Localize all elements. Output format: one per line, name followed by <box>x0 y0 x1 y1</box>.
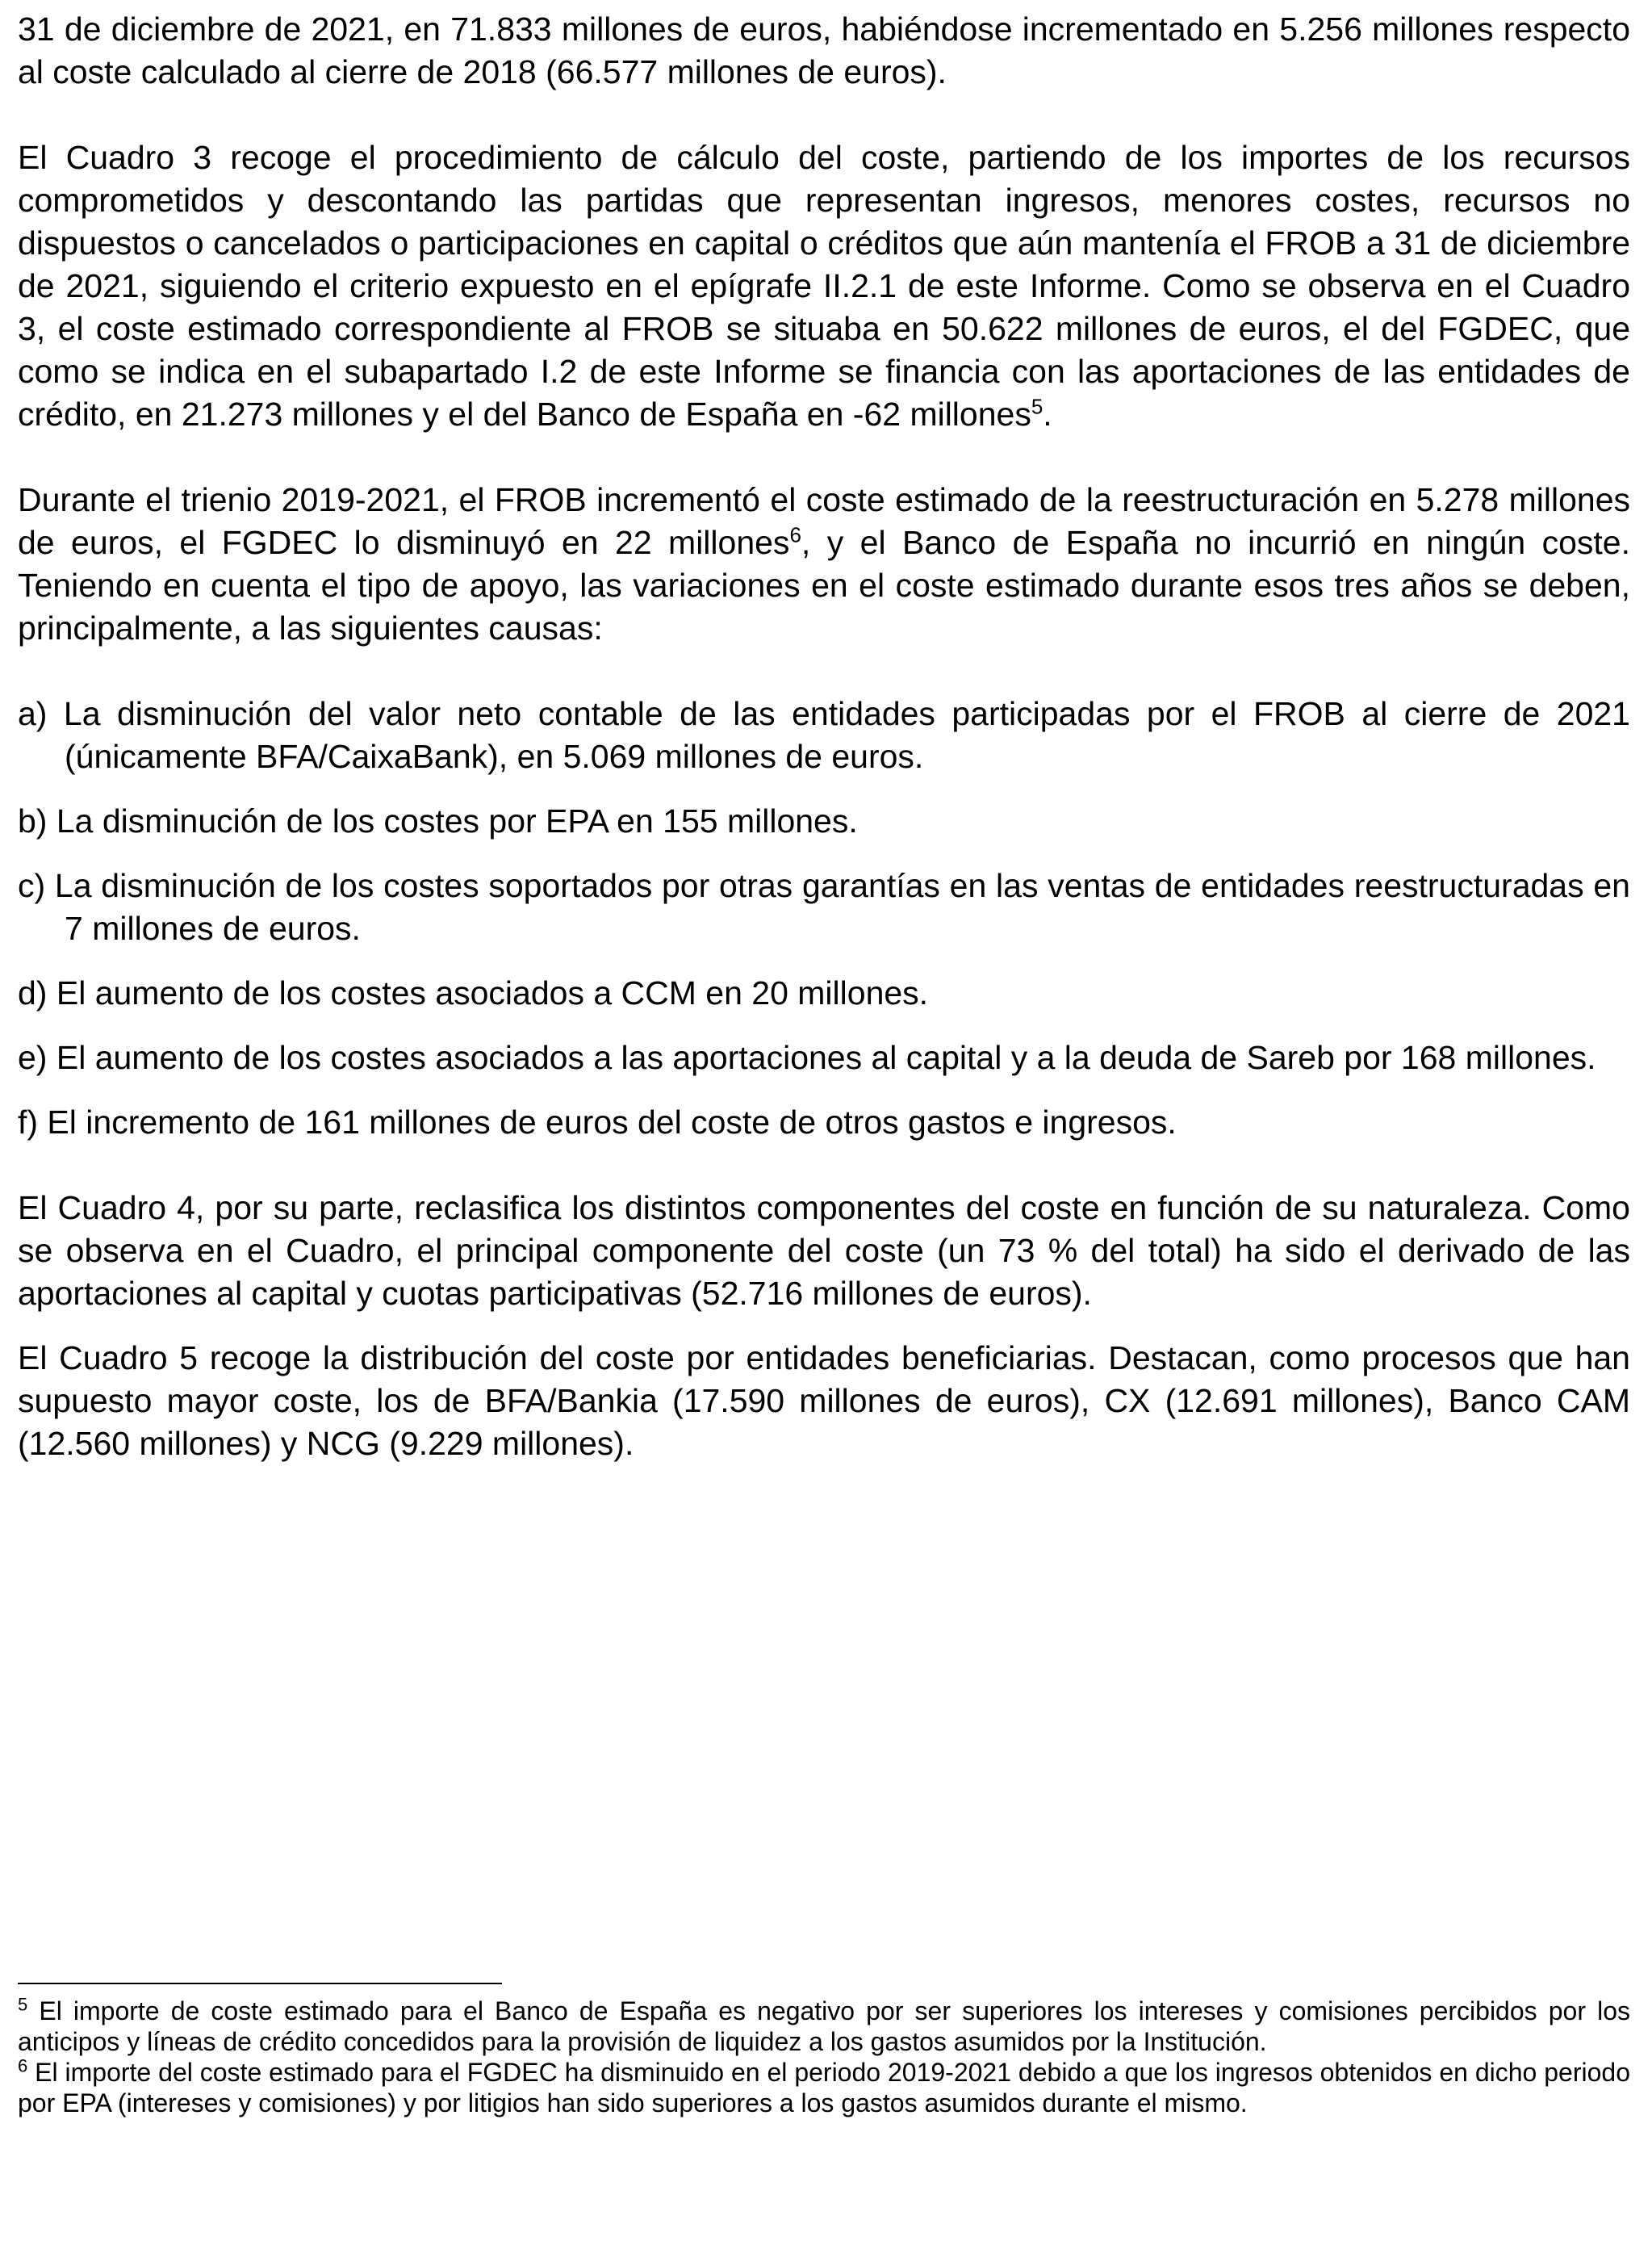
list-item: b) La disminución de los costes por EPA en 155 millones. <box>18 802 858 840</box>
footnote-ref-6[interactable]: 6 <box>789 522 801 547</box>
footnote-separator <box>18 1983 502 1984</box>
paragraph-trienio-text-a: Durante el trienio 2019-2021, el FROB incrementó el coste estimado de la reestructuración en 5.278 millones de euros, el FGDEC lo disminuyó en 22 millones <box>18 481 1630 561</box>
causes-list <box>18 693 1630 1144</box>
footnote-6-number: 6 <box>18 2055 28 2076</box>
list-item: d) El aumento de los costes asociados a CCM en 20 millones. <box>18 974 929 1012</box>
list-item: e) El aumento de los costes asociados a las aportaciones al capital y a la deuda de Sareb por 168 millones. <box>18 1039 1596 1076</box>
paragraph-cuadro-3-text: El Cuadro 3 recoge el procedimiento de cálculo del coste, partiendo de los importes de los recursos comprometidos y descontando las partidas que representan ingresos, menores costes, recursos no dispuestos o cancelados o participaciones en capital o créditos que aún mantenía el FROB a 31 de diciembre de 2021, siguiendo el criterio expuesto en el epígrafe II.2.1 de este Informe. Como se observa en el Cuadro 3, el coste estimado correspondiente al FROB se situaba en 50.622 millones de euros, el del FGDEC, que como se indica en el subapartado I.2 de este Informe se financia con las aportaciones de las entidades de crédito, en 21.273 millones y el del Banco de España en -62 millones <box>18 139 1630 433</box>
footnote-5-text: El importe de coste estimado para el Banco de España es negativo por ser superiores los intereses y comisiones percibidos por los anticipos y líneas de crédito concedidos para la provisión de liquidez a los gastos asumidos por la Institución. <box>18 1996 1630 2056</box>
paragraph-cuadro-4: El Cuadro 4, por su parte, reclasifica los distintos componentes del coste en función de su naturaleza. Como se observa en el Cuadro, el principal componente del coste (un 73 % del total) ha sido el derivado de las aportaciones al capital y cuotas participativas (52.716 millones de euros). <box>18 1189 1630 1312</box>
paragraph-cuadro-3 <box>18 136 1630 436</box>
footnote-ref-5[interactable]: 5 <box>1031 394 1043 419</box>
document-body <box>18 8 1630 1465</box>
paragraph-coste-total: 31 de diciembre de 2021, en 71.833 millones de euros, habiéndose incrementado en 5.256 millones respecto al coste calculado al cierre de 2018 (66.577 millones de euros). <box>18 10 1630 90</box>
paragraph-cuadro-3-end: . <box>1043 396 1052 433</box>
list-item: c) La disminución de los costes soportados por otras garantías en las ventas de entidades reestructuradas en 7 millones de euros. <box>18 867 1630 947</box>
paragraph-trienio <box>18 479 1630 650</box>
footnote-5 <box>18 1996 1630 2057</box>
paragraph-cuadro-5: El Cuadro 5 recoge la distribución del coste por entidades beneficiarias. Destacan, como procesos que han supuesto mayor coste, los de BFA/Bankia (17.590 millones de euros), CX (12.691 millones), Banco CAM (12.560 millones) y NCG (9.229 millones). <box>18 1339 1630 1462</box>
list-item: f) El incremento de 161 millones de euros del coste de otros gastos e ingresos. <box>18 1104 1177 1141</box>
footnote-6-text: El importe del coste estimado para el FGDEC ha disminuido en el periodo 2019-2021 debido a que los ingresos obtenidos en dicho periodo por EPA (intereses y comisiones) y por litigios han sido superiores a los gastos asumidos durante el mismo. <box>18 2058 1630 2117</box>
footnote-6 <box>18 2057 1630 2118</box>
footnotes <box>18 1983 1630 2118</box>
footnote-5-number: 5 <box>18 1994 28 2015</box>
paragraph-trienio-text-b: , y el Banco de España no incurrió en ningún coste. Teniendo en cuenta el tipo de apoyo, las variaciones en el coste estimado durante esos tres años se deben, principalmente, a las siguientes causas: <box>18 524 1630 647</box>
list-item: a) La disminución del valor neto contable de las entidades participadas por el FROB al cierre de 2021 (únicamente BFA/CaixaBank), en 5.069 millones de euros. <box>18 695 1630 775</box>
